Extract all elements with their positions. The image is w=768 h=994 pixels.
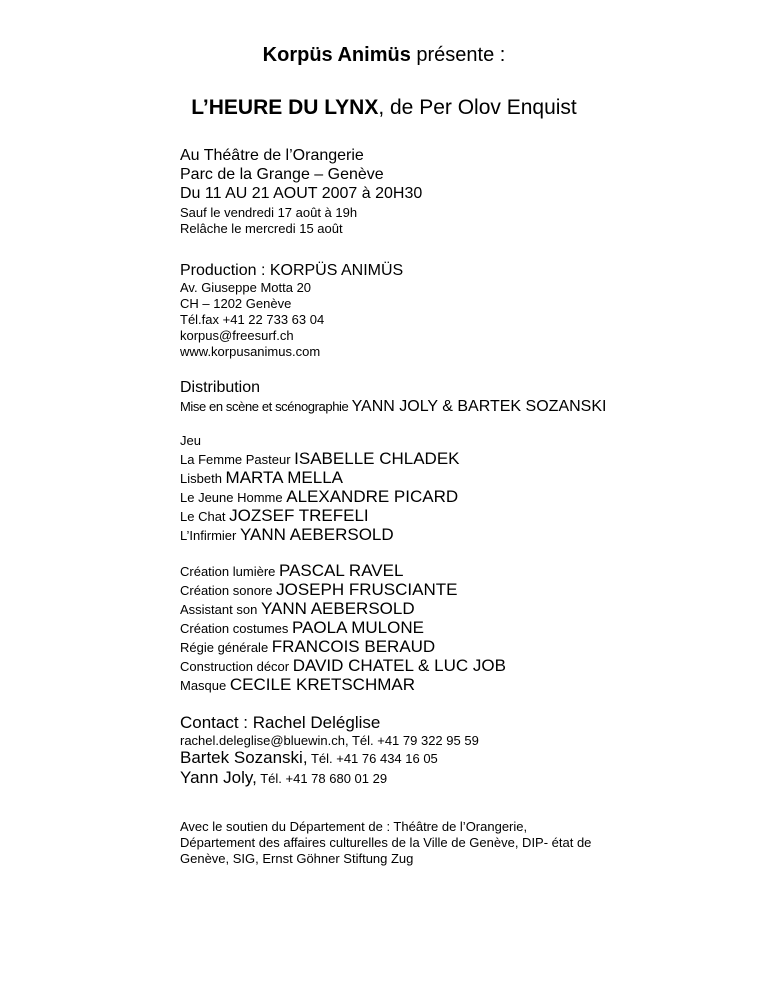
venue-park: Parc de la Grange – Genève (180, 166, 384, 183)
cast-name: YANN AEBERSOLD (239, 525, 394, 544)
production-website: www.korpusanimus.com (180, 344, 321, 359)
contact-heading: Contact : Rachel Deléglise (180, 713, 381, 732)
cast-member (180, 487, 458, 507)
crew-member (180, 561, 403, 581)
cast-role: La Femme Pasteur (180, 452, 295, 467)
cast-role: Le Jeune Homme (180, 490, 287, 505)
crew-name: PAOLA MULONE (292, 618, 424, 637)
contact-bartek-tel: Tél. +41 76 434 16 05 (307, 751, 438, 766)
contact-bartek-name: Bartek Sozanski, (180, 748, 308, 767)
crew-name: JOSEPH FRUSCIANTE (276, 580, 458, 599)
distribution-heading: Distribution (180, 379, 261, 396)
crew-role: Création lumière (180, 564, 279, 579)
cast-heading: Jeu (180, 433, 201, 448)
production-address2: CH – 1202 Genève (180, 296, 292, 311)
cast-role: Lisbeth (180, 471, 226, 486)
contact-rachel-details: rachel.deleglise@bluewin.ch, Tél. +41 79 322 95 59 (180, 733, 479, 748)
presenter-line (0, 44, 768, 67)
crew-role: Création costumes (180, 621, 292, 636)
cast-role: L’Infirmier (180, 528, 240, 543)
crew-member (180, 599, 415, 619)
crew-name: YANN AEBERSOLD (260, 599, 415, 618)
crew-member (180, 675, 415, 695)
support-line: Genève, SIG, Ernst Göhner Stiftung Zug (180, 851, 414, 866)
crew-member (180, 656, 506, 676)
cast-name: ISABELLE CHLADEK (294, 449, 460, 468)
cast-member (180, 468, 343, 488)
crew-role: Régie générale (180, 640, 272, 655)
contact-yann-name: Yann Joly, (180, 768, 257, 787)
venue-dates: Du 11 AU 21 AOUT 2007 à 20H30 (180, 185, 423, 202)
contact-bartek (180, 748, 438, 768)
venue-rest-day: Relâche le mercredi 15 août (180, 221, 343, 236)
play-title-line (0, 96, 768, 120)
production-heading: Production : KORPÜS ANIMÜS (180, 262, 404, 279)
cast-member (180, 449, 460, 469)
cast-name: ALEXANDRE PICARD (286, 487, 459, 506)
cast-member (180, 525, 394, 545)
contact-yann-tel: Tél. +41 78 680 01 29 (256, 771, 388, 786)
production-email: korpus@freesurf.ch (180, 328, 294, 343)
production-address1: Av. Giuseppe Motta 20 (180, 280, 312, 295)
crew-role: Création sonore (180, 583, 277, 598)
cast-name: JOZSEF TREFELI (229, 506, 369, 525)
support-line: Avec le soutien du Département de : Théâtre de l’Orangerie, (180, 819, 528, 834)
direction-names: YANN JOLY & BARTEK SOZANSKI (351, 398, 607, 415)
venue-theatre: Au Théâtre de l’Orangerie (180, 147, 364, 164)
play-title: L’HEURE DU LYNX (191, 96, 379, 119)
support-line: Département des affaires culturelles de la Ville de Genève, DIP- état de (180, 835, 592, 850)
crew-member (180, 618, 424, 638)
contact-yann (180, 768, 387, 788)
crew-role: Construction décor (180, 659, 293, 674)
crew-name: DAVID CHATEL & LUC JOB (292, 656, 506, 675)
company-name: Korpüs Animüs (262, 44, 411, 66)
crew-name: CECILE KRETSCHMAR (229, 675, 416, 694)
crew-name: PASCAL RAVEL (279, 561, 404, 580)
crew-role: Assistant son (180, 602, 261, 617)
crew-member (180, 637, 435, 657)
play-author: , de Per Olov Enquist (378, 96, 577, 119)
presents-text: présente : (410, 44, 506, 66)
crew-member (180, 580, 457, 600)
crew-role: Masque (180, 678, 230, 693)
cast-role: Le Chat (180, 509, 230, 524)
venue-exception: Sauf le vendredi 17 août à 19h (180, 205, 358, 220)
direction-role: Mise en scène et scénographie (180, 399, 352, 414)
distribution-direction (180, 398, 606, 416)
production-telfax: Tél.fax +41 22 733 63 04 (180, 312, 325, 327)
cast-name: MARTA MELLA (225, 468, 344, 487)
crew-name: FRANCOIS BERAUD (271, 637, 436, 656)
cast-member (180, 506, 369, 526)
